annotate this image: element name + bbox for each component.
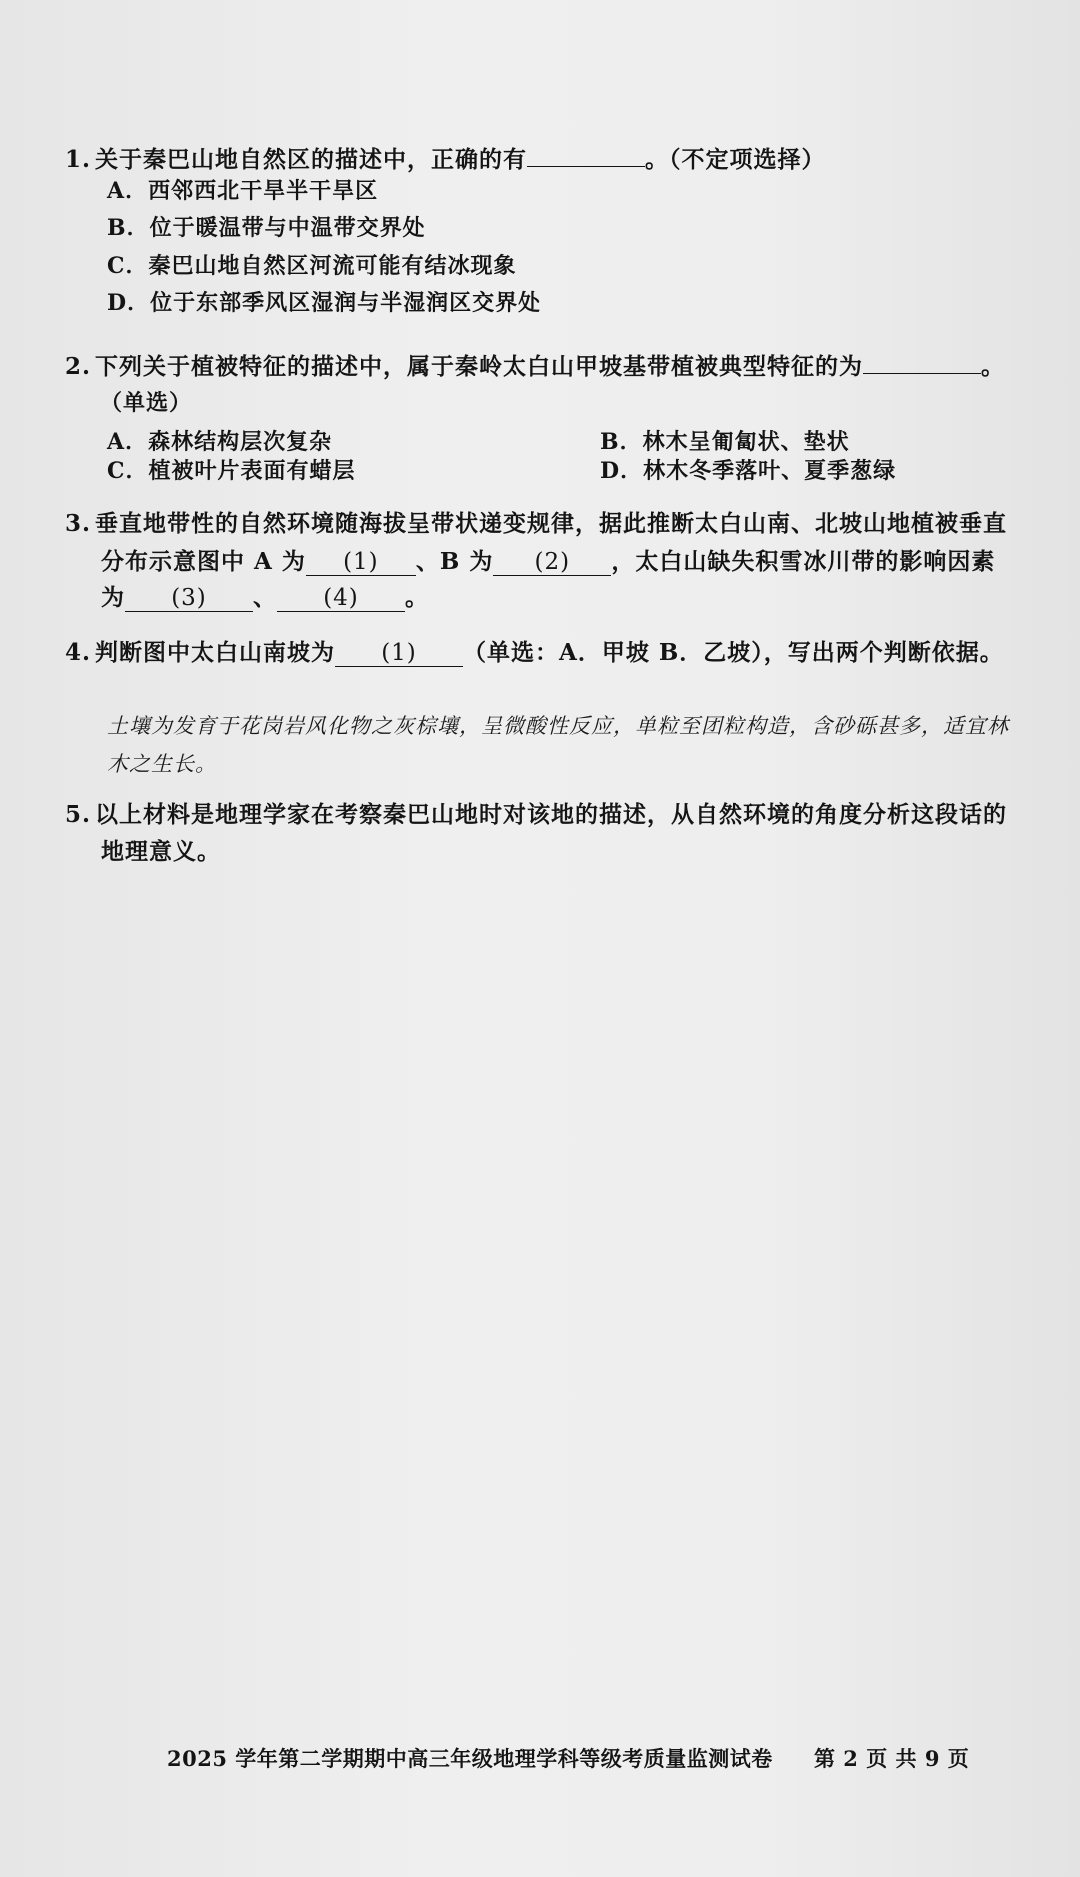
option-b: B．林木呈匍匐状、垫状 [600,429,850,455]
footer-exam-title: 2025 学年第二学期期中高三年级地理学科等级考质量监测试卷 [167,1746,773,1771]
question-3 [65,506,1007,542]
question-text-line-1: 垂直地带性的自然环境随海拔呈带状递变规律，据此推断太白山南、北坡山地植被垂直 [95,510,1007,537]
question-number: 1. [65,146,92,173]
option-c: C．植被叶片表面有蜡层 [107,458,356,484]
option-b: B．位于暖温带与中温带交界处 [107,215,426,241]
question-3-line-2: 分布示意图中 A 为 (1) 、B 为 (2) ，太白山缺失积雪冰川带的影响因素 [101,548,996,575]
footer-page-number: 第 2 页 共 9 页 [814,1746,970,1771]
question-note: （单选） [100,390,193,416]
answer-blank[interactable] [863,373,981,374]
option-a: A．西邻西北干旱半干旱区 [107,178,379,204]
question-3-line-3: 为 (3) 、 (4) 。 [101,584,429,611]
question-number: 5. [65,801,92,828]
question-5 [65,797,1007,833]
question-text-line-1: 以上材料是地理学家在考察秦巴山地时对该地的描述，从自然环境的角度分析这段话的 [95,801,1007,828]
option-a: A．森林结构层次复杂 [107,429,333,455]
answer-blank[interactable] [527,166,645,167]
answer-blank-1[interactable]: (1) [335,640,463,667]
question-tail: 。（不定项选择） [645,146,826,173]
question-stem: 判断图中太白山南坡为 [95,639,335,666]
question-5-line-2: 地理意义。 [101,838,221,865]
answer-blank-1[interactable]: (1) [306,549,416,576]
answer-blank-2[interactable]: (2) [493,549,611,576]
option-d: D．林木冬季落叶、夏季葱绿 [600,458,897,484]
option-c: C．秦巴山地自然区河流可能有结冰现象 [107,253,517,279]
question-number: 4. [65,639,92,666]
option-d: D．位于东部季风区湿润与半湿润区交界处 [107,290,542,316]
question-2 [65,349,1005,385]
question-number: 3. [65,510,92,537]
answer-blank-3[interactable]: (3) [125,585,253,612]
question-number: 2. [65,353,92,380]
question-tail: （单选：A．甲坡 B．乙坡），写出两个判断依据。 [463,639,1004,666]
question-stem: 关于秦巴山地自然区的描述中，正确的有 [95,146,527,173]
answer-blank-4[interactable]: (4) [277,585,405,612]
question-stem: 下列关于植被特征的描述中，属于秦岭太白山甲坡基带植被典型特征的为 [95,353,863,380]
question-4 [65,635,1004,671]
material-passage: 土壤为发育于花岗岩风化物之灰棕壤，呈微酸性反应，单粒至团粒构造，含砂砾甚多，适宜林木之生长。 [107,714,1009,776]
question-tail: 。 [981,353,1005,380]
